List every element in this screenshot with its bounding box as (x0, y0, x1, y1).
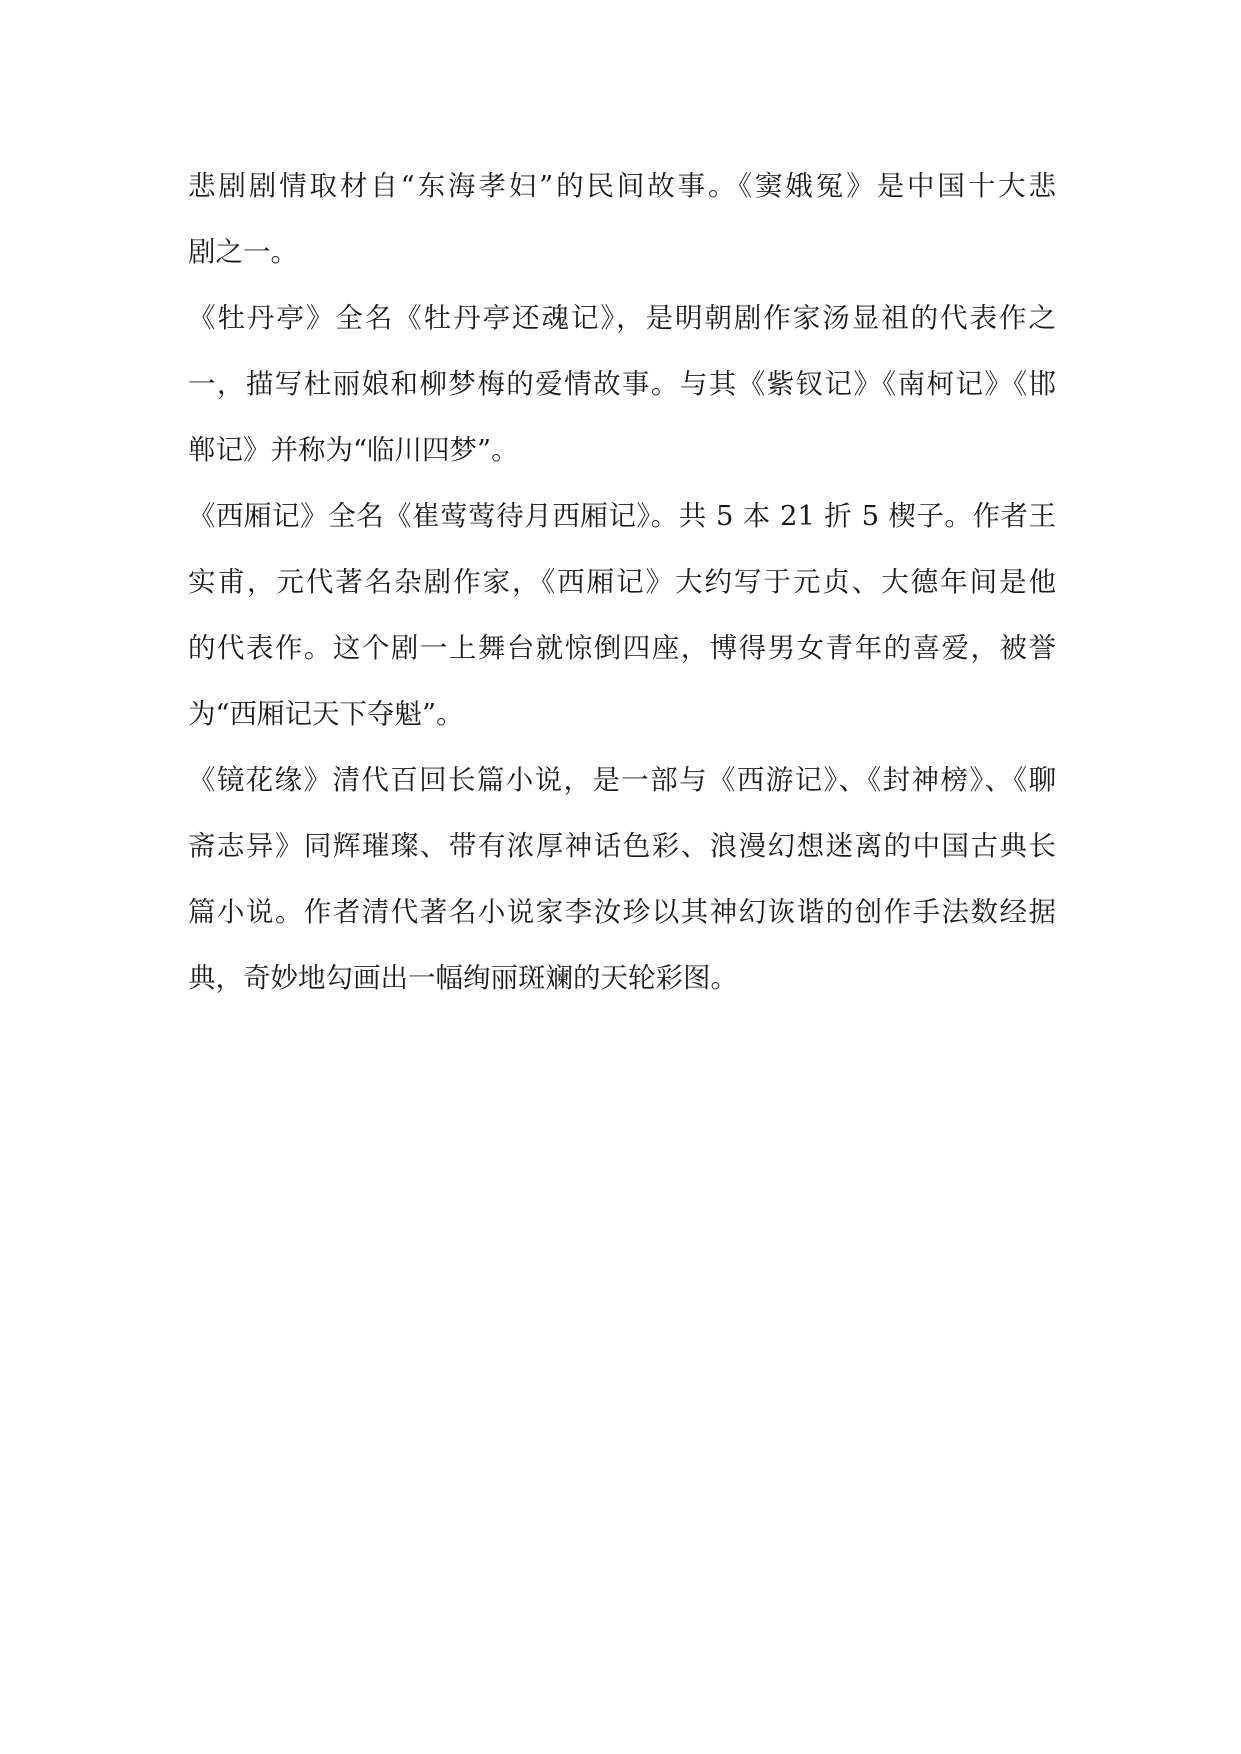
text-line: 斋志异》同辉璀璨、带有浓厚神话色彩、浪漫幻想迷离的中国古典长 (188, 830, 1056, 862)
paragraph-jinghua-yuan (188, 747, 1056, 1011)
paragraph-dou-e-yuan (188, 153, 1056, 285)
document-body (188, 153, 1056, 1011)
text-line: 为“西厢记天下夺魁”。 (188, 698, 464, 730)
paragraph-xixiang-ji (188, 483, 1056, 747)
text-line: 实甫，元代著名杂剧作家，《西厢记》大约写于元贞、大德年间是他 (188, 566, 1056, 598)
text-line: 典，奇妙地勾画出一幅绚丽斑斓的天轮彩图。 (188, 962, 738, 994)
text-line: 一，描写杜丽娘和柳梦梅的爱情故事。与其《紫钗记》《南柯记》《邯 (188, 368, 1056, 400)
text-line: 悲剧剧情取材自“东海孝妇”的民间故事。《窦娥冤》是中国十大悲 (188, 170, 1056, 202)
text-line: 篇小说。作者清代著名小说家李汝珍以其神幻诙谐的创作手法数经据 (188, 896, 1056, 928)
text-line: 郸记》并称为“临川四梦”。 (188, 434, 519, 466)
text-line: 剧之一。 (188, 236, 298, 268)
text-line: 的代表作。这个剧一上舞台就惊倒四座，博得男女青年的喜爱，被誉 (188, 632, 1056, 664)
text-line: 《牡丹亭》全名《牡丹亭还魂记》，是明朝剧作家汤显祖的代表作之 (188, 302, 1056, 334)
paragraph-mudan-ting (188, 285, 1056, 483)
text-line: 《镜花缘》清代百回长篇小说，是一部与《西游记》、《封神榜》、《聊 (188, 764, 1056, 796)
text-line: 《西厢记》全名《崔莺莺待月西厢记》。共 5 本 21 折 5 楔子。作者王 (188, 500, 1056, 532)
